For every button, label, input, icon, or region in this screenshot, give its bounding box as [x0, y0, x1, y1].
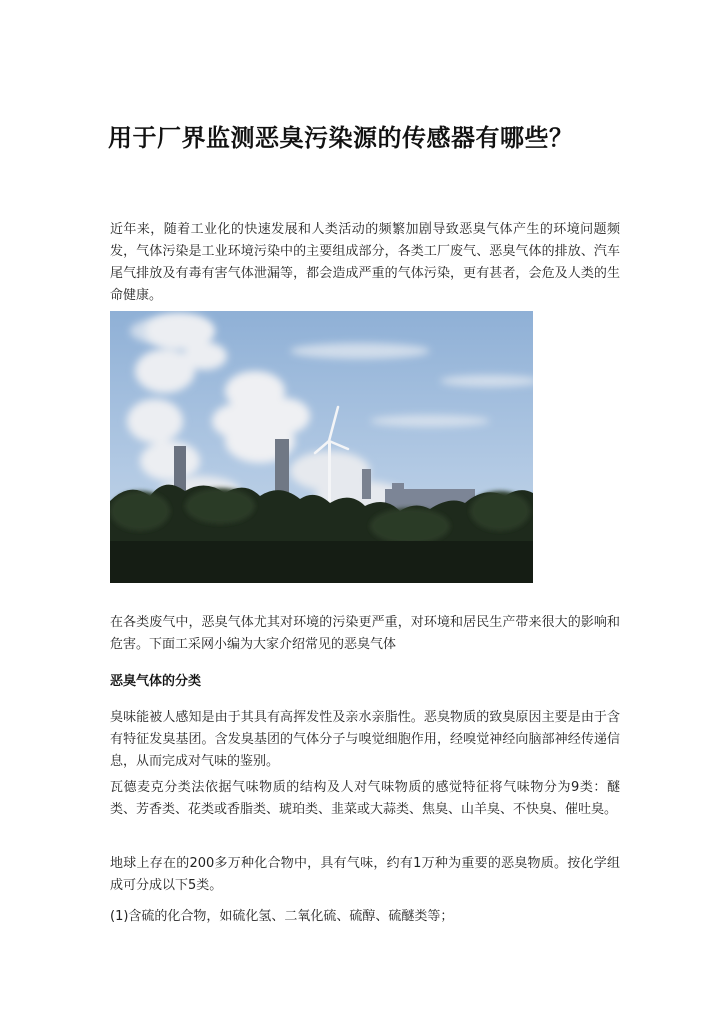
paragraph-3: 臭味能被人感知是由于其具有高挥发性及亲水亲脂性。恶臭物质的致臭原因主要是由于含有特征发臭基团。含发臭基团的气体分子与嗅觉细胞作用，经嗅觉神经向脑部神经传递信息，从而完成对气味的鉴别。 — [110, 710, 620, 769]
article-title: 用于厂界监测恶臭污染源的传感器有哪些？ — [108, 123, 574, 152]
factory-smokestacks-photo — [110, 311, 533, 583]
section-heading: 恶臭气体的分类 — [110, 674, 202, 689]
intro-paragraph: 近年来，随着工业化的快速发展和人类活动的频繁加剧导致恶臭气体产生的环境问题频发，气体污染是工业环境污染中的主要组成部分，各类工厂废气、恶臭气体的排放、汽车尾气排放及有毒有害气体泄漏等，都会造成严重的气体污染，更有甚者，会危及人类的生命健康。 — [110, 222, 620, 303]
paragraph-6: (1)含硫的化合物，如硫化氢、二氧化硫、硫醇、硫醚类等； — [110, 909, 454, 924]
paragraph-2: 在各类废气中，恶臭气体尤其对环境的污染更严重，对环境和居民生产带来很大的影响和危害。下面工采网小编为大家介绍常见的恶臭气体 — [110, 615, 620, 652]
paragraph-4: 瓦德麦克分类法依据气味物质的结构及人对气味物质的感觉特征将气味物分为9类：醚类、芳香类、花类或香脂类、琥珀类、韭菜或大蒜类、焦臭、山羊臭、不快臭、催吐臭。 — [110, 780, 620, 817]
paragraph-5: 地球上存在的200多万种化合物中，具有气味，约有1万种为重要的恶臭物质。按化学组成可分成以下5类。 — [110, 856, 620, 893]
